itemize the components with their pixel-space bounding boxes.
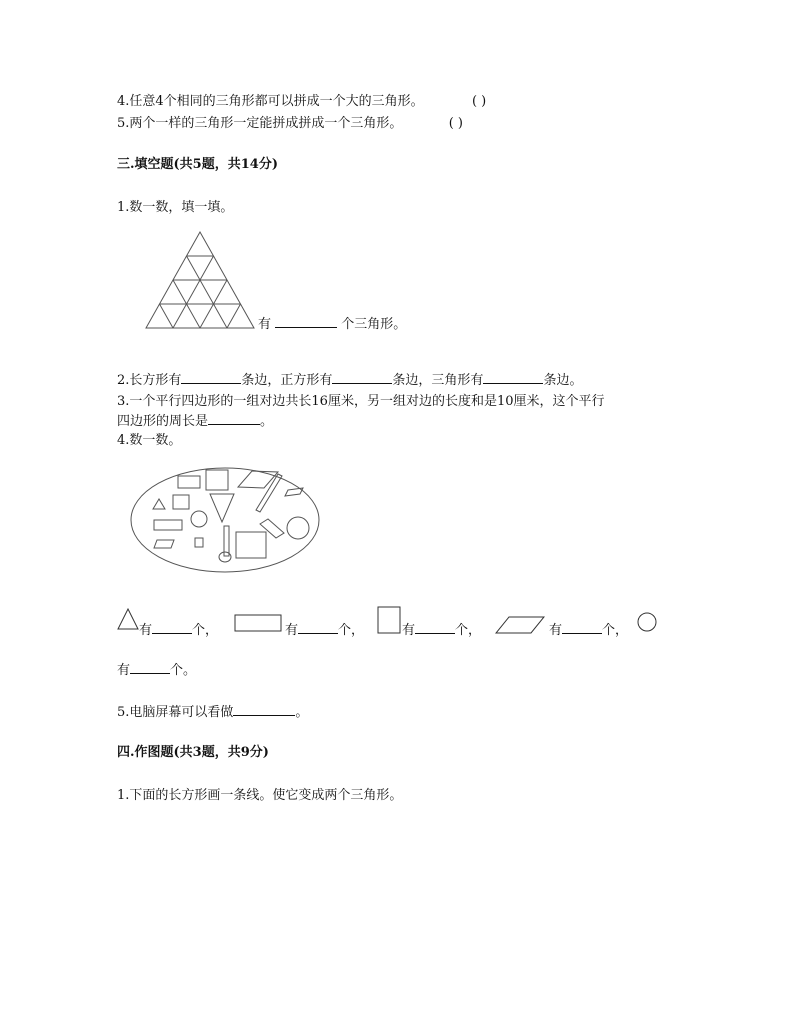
answer-blank[interactable] — [298, 621, 338, 634]
square-icon — [377, 606, 401, 634]
unit-label: 个， — [192, 623, 219, 638]
q5-end: 。 — [295, 705, 309, 720]
answer-blank[interactable] — [181, 371, 241, 384]
have-label: 有 — [285, 623, 299, 638]
answer-paren: ( ) — [471, 94, 487, 109]
answer-blank[interactable] — [483, 371, 543, 384]
fill-question-3-line2 — [117, 412, 273, 431]
answer-blank[interactable] — [208, 412, 260, 425]
count-square-text — [402, 619, 481, 638]
count-circle-text — [117, 661, 196, 680]
q2-part-c: 条边，三角形有 — [392, 373, 484, 388]
have-label: 有 — [258, 317, 272, 332]
parallelogram-icon — [495, 616, 545, 634]
question-4-judgement — [117, 93, 486, 111]
unit-label: 个， — [455, 623, 482, 638]
rectangle-icon — [234, 614, 282, 632]
answer-blank[interactable] — [332, 371, 392, 384]
triangle-grid-figure — [140, 228, 260, 332]
unit-label: 个， — [338, 623, 365, 638]
have-label: 有 — [139, 623, 153, 638]
count-triangle-text — [139, 619, 218, 638]
shapes-ellipse-figure — [128, 464, 322, 576]
q5-text: 5.电脑屏幕可以看做 — [117, 705, 234, 720]
q3-text: 四边形的周长是 — [117, 414, 209, 429]
unit-label: 个。 — [170, 663, 197, 678]
circle-icon — [637, 612, 657, 632]
fill-question-3-line1: 3.一个平行四边形的一组对边共长16厘米，另一组对边的长度和是10厘米，这个平行 — [117, 394, 605, 409]
answer-blank[interactable] — [152, 621, 192, 634]
count-shapes-row — [117, 606, 677, 642]
answer-blank[interactable] — [562, 621, 602, 634]
question-5-judgement — [117, 115, 463, 133]
fill-question-4: 4.数一数。 — [117, 433, 182, 448]
have-label: 有 — [549, 623, 563, 638]
fill-question-1-answer — [258, 315, 406, 334]
fill-question-1: 1.数一数，填一填。 — [117, 200, 234, 215]
q2-part-a: 2.长方形有 — [117, 373, 182, 388]
fill-question-2 — [117, 371, 582, 390]
count-parallelogram-text — [549, 619, 628, 638]
answer-blank[interactable] — [415, 621, 455, 634]
fill-question-5 — [117, 703, 308, 722]
q3-end: 。 — [260, 414, 274, 429]
triangle-icon — [117, 608, 139, 630]
q2-part-b: 条边，正方形有 — [241, 373, 333, 388]
section-4-title: 四.作图题(共3题，共9分) — [117, 745, 269, 760]
answer-blank[interactable] — [130, 661, 170, 674]
answer-paren: ( ) — [448, 116, 463, 131]
question-text: 5.两个一样的三角形一定能拼成拼成一个三角形。 — [117, 116, 403, 131]
suffix-label: 个三角形。 — [341, 317, 407, 332]
q2-part-d: 条边。 — [543, 373, 583, 388]
unit-label: 个， — [602, 623, 629, 638]
count-rectangle-text — [285, 619, 364, 638]
have-label: 有 — [117, 663, 131, 678]
question-text: 4.任意4个相同的三角形都可以拼成一个大的三角形。 — [117, 94, 424, 109]
drawing-question-1: 1.下面的长方形画一条线。使它变成两个三角形。 — [117, 788, 403, 803]
answer-blank[interactable] — [233, 703, 295, 716]
answer-blank[interactable] — [275, 315, 337, 328]
have-label: 有 — [402, 623, 416, 638]
section-3-title: 三.填空题(共5题，共14分) — [117, 157, 278, 172]
